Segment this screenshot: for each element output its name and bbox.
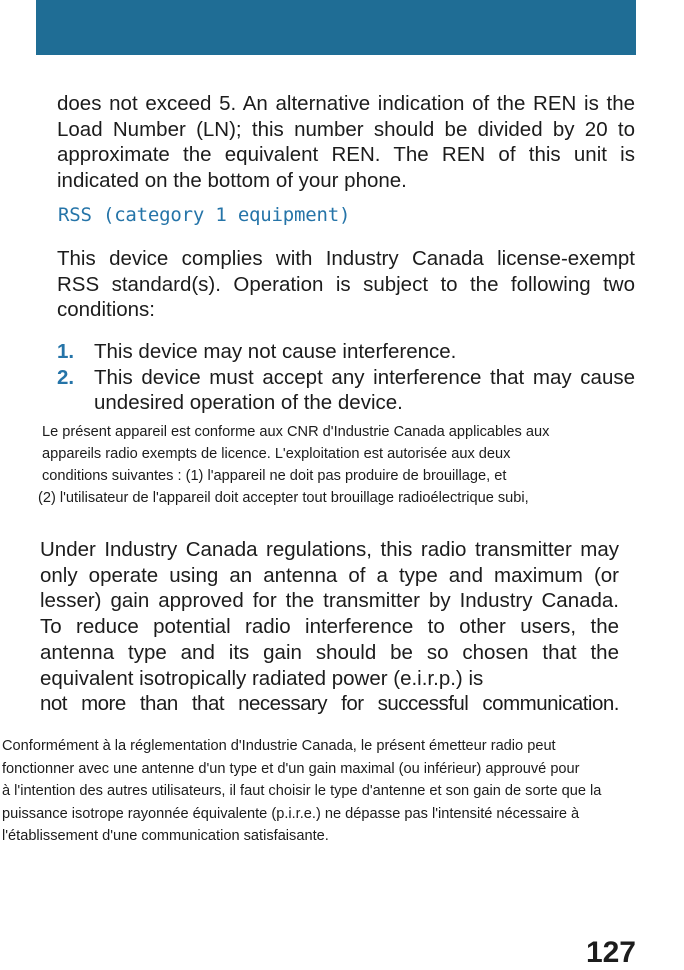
list-item-number: 1. — [57, 340, 75, 363]
french-antenna-notice — [2, 735, 682, 848]
antenna-paragraph — [40, 537, 619, 717]
page-number: 127 — [585, 936, 636, 969]
french-rss-line: conditions suivantes : (1) l'appareil ne doit pas produire de brouillage, et — [42, 468, 507, 484]
list-item-number: 2. — [57, 365, 75, 389]
rss-heading: RSS (category 1 equipment) — [58, 204, 351, 226]
list-item-text: This device must accept any interference that may cause undesired operation of the device. — [94, 365, 635, 415]
header-bar — [36, 0, 636, 55]
intro-paragraph: does not exceed 5. An alternative indication of the REN is the Load Number (LN); this number should be divided by 20 to approximate the equivalent REN. The REN of this unit is indicated on the bottom of your phone. — [57, 92, 635, 193]
french-rss-line: appareils radio exempts de licence. L'exploitation est autorisée aux deux — [42, 446, 511, 462]
french-antenna-line: à l'intention des autres utilisateurs, il faut choisir le type d'antenne et son gain de sorte que la — [2, 783, 602, 799]
rss-paragraph: This device complies with Industry Canada license-exempt RSS standard(s). Operation is subject to the following two conditions: — [57, 247, 635, 322]
conditions-list — [57, 339, 635, 416]
french-rss-line: (2) l'utilisateur de l'appareil doit accepter tout brouillage radioélectrique subi, — [38, 490, 529, 506]
antenna-paragraph-last-line: not more than that necessary for successful communication. — [40, 692, 619, 716]
list-item-text: This device may not cause interference. — [94, 340, 457, 363]
french-rss-line: Le présent appareil est conforme aux CNR d'Industrie Canada applicables aux — [42, 424, 550, 440]
list-item — [57, 365, 635, 416]
french-antenna-line: Conformément à la réglementation d'Industrie Canada, le présent émetteur radio peut — [2, 738, 556, 754]
french-rss-notice — [38, 421, 632, 509]
list-item — [57, 339, 635, 365]
french-antenna-line: fonctionner avec une antenne d'un type et d'un gain maximal (ou inférieur) approuvé pour — [2, 760, 580, 777]
antenna-paragraph-body: Under Industry Canada regulations, this radio transmitter may only operate using an antenna of a type and maximum (or lesser) gain approved for the transmitter by Industry Canada. To reduce potential radio interference to other users, the antenna type and its gain should be so chosen that the equivalent isotropically radiated power (e.i.r.p.) is — [40, 538, 619, 690]
french-antenna-line: l'établissement d'une communication satisfaisante. — [2, 828, 329, 844]
french-antenna-line: puissance isotrope rayonnée équivalente (p.i.r.e.) ne dépasse pas l'intensité nécessaire à — [2, 805, 580, 822]
